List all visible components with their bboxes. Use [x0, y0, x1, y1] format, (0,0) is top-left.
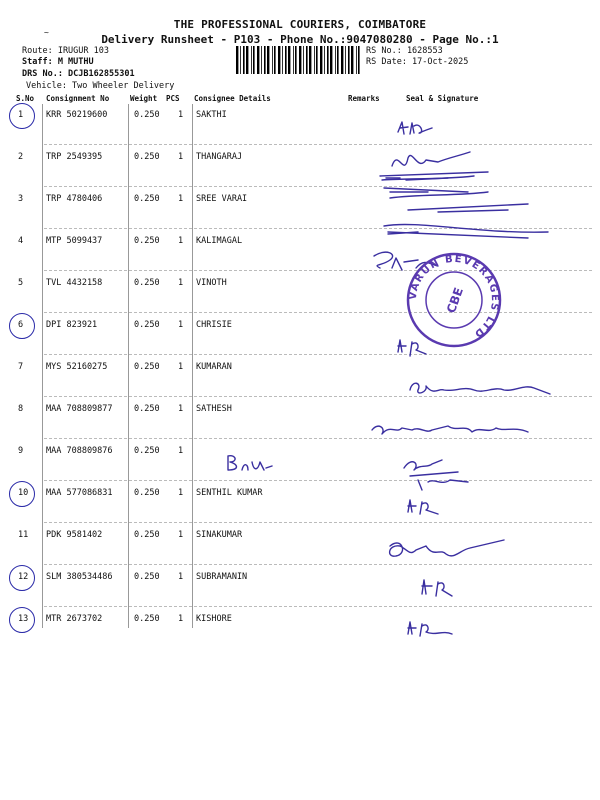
pieces-count: 1: [178, 614, 184, 624]
consignee-name: SREE VARAI: [196, 194, 248, 204]
col-seal-signature: Seal & Signature: [406, 94, 479, 103]
consignment-number: MAA 708809877: [46, 404, 113, 414]
barcode-bar: [274, 46, 276, 74]
barcode-bar: [306, 46, 308, 74]
signature: [398, 450, 478, 494]
serial-number: 4: [18, 236, 24, 246]
row-divider: [44, 480, 592, 481]
consignee-name: SAKTHI: [196, 110, 227, 120]
hand-circle: [9, 103, 35, 129]
consignment-number: TRP 4780406: [46, 194, 103, 204]
barcode-bar: [341, 46, 343, 74]
serial-number: 8: [18, 404, 24, 414]
col-weight: Weight: [130, 94, 158, 103]
hand-circle: [9, 481, 35, 507]
weight-value: 0.250: [134, 488, 160, 498]
signature: [404, 376, 554, 406]
serial-number: 2: [18, 152, 24, 162]
barcode-bar: [253, 46, 255, 74]
barcode-bar: [358, 46, 360, 74]
barcode-bar: [257, 46, 259, 74]
serial-number: 12: [18, 572, 29, 582]
consignment-number: MAA 708809876: [46, 446, 113, 456]
pieces-count: 1: [178, 404, 184, 414]
barcode-bar: [299, 46, 301, 74]
stamp-ring-text: VARUN BEVERAGES LTD: [407, 253, 501, 340]
pieces-count: 1: [178, 194, 184, 204]
weight-value: 0.250: [134, 404, 160, 414]
weight-value: 0.250: [134, 194, 160, 204]
consignment-number: MYS 52160275: [46, 362, 108, 372]
weight-value: 0.250: [134, 446, 160, 456]
row-divider: [44, 270, 592, 271]
barcode-bar: [264, 46, 266, 74]
barcode-bar: [267, 46, 269, 74]
signature: [406, 496, 450, 518]
barcode-bar: [285, 46, 287, 74]
drs-number: DRS No.: DCJB162855301: [22, 69, 135, 79]
barcode-bar: [282, 46, 283, 74]
barcode-bar: [324, 46, 325, 74]
table-row: [0, 614, 600, 656]
table-row: [0, 488, 600, 530]
barcode: [236, 46, 362, 74]
rs-number: RS No.: 1628553: [366, 46, 443, 56]
table-row: [0, 110, 600, 152]
staff-label: Staff: M MUTHU: [22, 57, 94, 67]
consignment-number: MTP 5099437: [46, 236, 103, 246]
row-divider: [44, 312, 592, 313]
vehicle-label: Vehicle: Two Wheeler Delivery: [26, 81, 175, 91]
row-divider: [44, 606, 592, 607]
signature: [406, 618, 456, 640]
barcode-bar: [348, 46, 350, 74]
table-row: [0, 446, 600, 488]
weight-value: 0.250: [134, 362, 160, 372]
serial-number: 10: [18, 488, 29, 498]
table-row: [0, 530, 600, 572]
weight-value: 0.250: [134, 572, 160, 582]
consignment-number: TVL 4432158: [46, 278, 103, 288]
consignment-number: KRR 50219600: [46, 110, 108, 120]
consignee-name: SENTHIL KUMAR: [196, 488, 263, 498]
pieces-count: 1: [178, 278, 184, 288]
table-row: [0, 278, 600, 320]
barcode-bar: [246, 46, 248, 74]
signature: [420, 576, 460, 598]
serial-number: 11: [18, 530, 29, 540]
col-consignee: Consignee Details: [194, 94, 271, 103]
weight-value: 0.250: [134, 530, 160, 540]
signature-with-seal: [378, 148, 548, 248]
weight-value: 0.250: [134, 110, 160, 120]
barcode-bar: [240, 46, 241, 74]
consignment-number: PDK 9581402: [46, 530, 103, 540]
signature: [396, 118, 446, 140]
consignment-number: DPI 823921: [46, 320, 98, 330]
pieces-count: 1: [178, 110, 184, 120]
runsheet-subtitle: Delivery Runsheet - P103 - Phone No.:9047080280 - Page No.:1: [101, 33, 499, 46]
barcode-bar: [320, 46, 322, 74]
consignee-name: SUBRAMANIN: [196, 572, 248, 582]
pieces-count: 1: [178, 362, 184, 372]
table-row: [0, 320, 600, 362]
consignee-name: CHRISIE: [196, 320, 232, 330]
barcode-bar: [327, 46, 329, 74]
col-pcs: PCS: [166, 94, 180, 103]
serial-number: 3: [18, 194, 24, 204]
pieces-count: 1: [178, 488, 184, 498]
weight-value: 0.250: [134, 278, 160, 288]
barcode-bar: [351, 46, 353, 74]
weight-value: 0.250: [134, 320, 160, 330]
company-seal-stamp: [404, 250, 504, 350]
consignee-name: VINOTH: [196, 278, 227, 288]
barcode-bar: [261, 46, 262, 74]
barcode-bar: [316, 46, 318, 74]
pieces-count: 1: [178, 320, 184, 330]
barcode-bar: [295, 46, 297, 74]
col-sno: S.No: [16, 94, 35, 103]
signature: [380, 536, 510, 576]
stamp-center-text: CBE: [443, 285, 466, 316]
barcode-bar: [272, 46, 273, 74]
company-title: THE PROFESSIONAL COURIERS, COIMBATORE: [173, 18, 427, 31]
barcode-bar: [356, 46, 357, 74]
row-divider: [44, 522, 592, 523]
route-label: Route: IRUGUR 103: [22, 46, 109, 56]
consignment-number: MAA 577086831: [46, 488, 113, 498]
barcode-bar: [314, 46, 315, 74]
col-consignment: Consignment No: [46, 94, 110, 103]
row-divider: [44, 354, 592, 355]
serial-number: 1: [18, 110, 24, 120]
barcode-bar: [251, 46, 252, 74]
row-divider: [44, 144, 592, 145]
pieces-count: 1: [178, 152, 184, 162]
weight-value: 0.250: [134, 152, 160, 162]
consignee-name: SATHESH: [196, 404, 232, 414]
serial-number: 13: [18, 614, 29, 624]
barcode-bar: [278, 46, 280, 74]
consignee-name: SINAKUMAR: [196, 530, 243, 540]
hand-circle: [9, 313, 35, 339]
serial-number: 7: [18, 362, 24, 372]
pieces-count: 1: [178, 236, 184, 246]
barcode-bar: [293, 46, 294, 74]
table-row: [0, 572, 600, 614]
barcode-bar: [243, 46, 245, 74]
hand-circle: [9, 607, 35, 633]
serial-number: 5: [18, 278, 24, 288]
rs-date: RS Date: 17-Oct-2025: [366, 57, 469, 67]
consignment-number: TRP 2549395: [46, 152, 103, 162]
consignee-name: KISHORE: [196, 614, 232, 624]
signature: [368, 418, 538, 446]
barcode-bar: [303, 46, 304, 74]
consignee-name: KUMARAN: [196, 362, 232, 372]
barcode-bar: [288, 46, 290, 74]
serial-number: 9: [18, 446, 24, 456]
consignee-name: THANGARAJ: [196, 152, 243, 162]
col-remarks: Remarks: [348, 94, 380, 103]
consignee-name: KALIMAGAL: [196, 236, 243, 246]
consignment-number: SLM 380534486: [46, 572, 113, 582]
consignment-number: MTR 2673702: [46, 614, 103, 624]
header-mark: ~: [44, 28, 49, 37]
barcode-bar: [337, 46, 339, 74]
hand-circle: [9, 565, 35, 591]
pieces-count: 1: [178, 530, 184, 540]
barcode-bar: [309, 46, 311, 74]
signature: [224, 452, 274, 474]
barcode-bar: [330, 46, 332, 74]
pieces-count: 1: [178, 572, 184, 582]
weight-value: 0.250: [134, 236, 160, 246]
weight-value: 0.250: [134, 614, 160, 624]
barcode-bar: [345, 46, 346, 74]
pieces-count: 1: [178, 446, 184, 456]
serial-number: 6: [18, 320, 24, 330]
barcode-bar: [236, 46, 238, 74]
barcode-bar: [335, 46, 336, 74]
